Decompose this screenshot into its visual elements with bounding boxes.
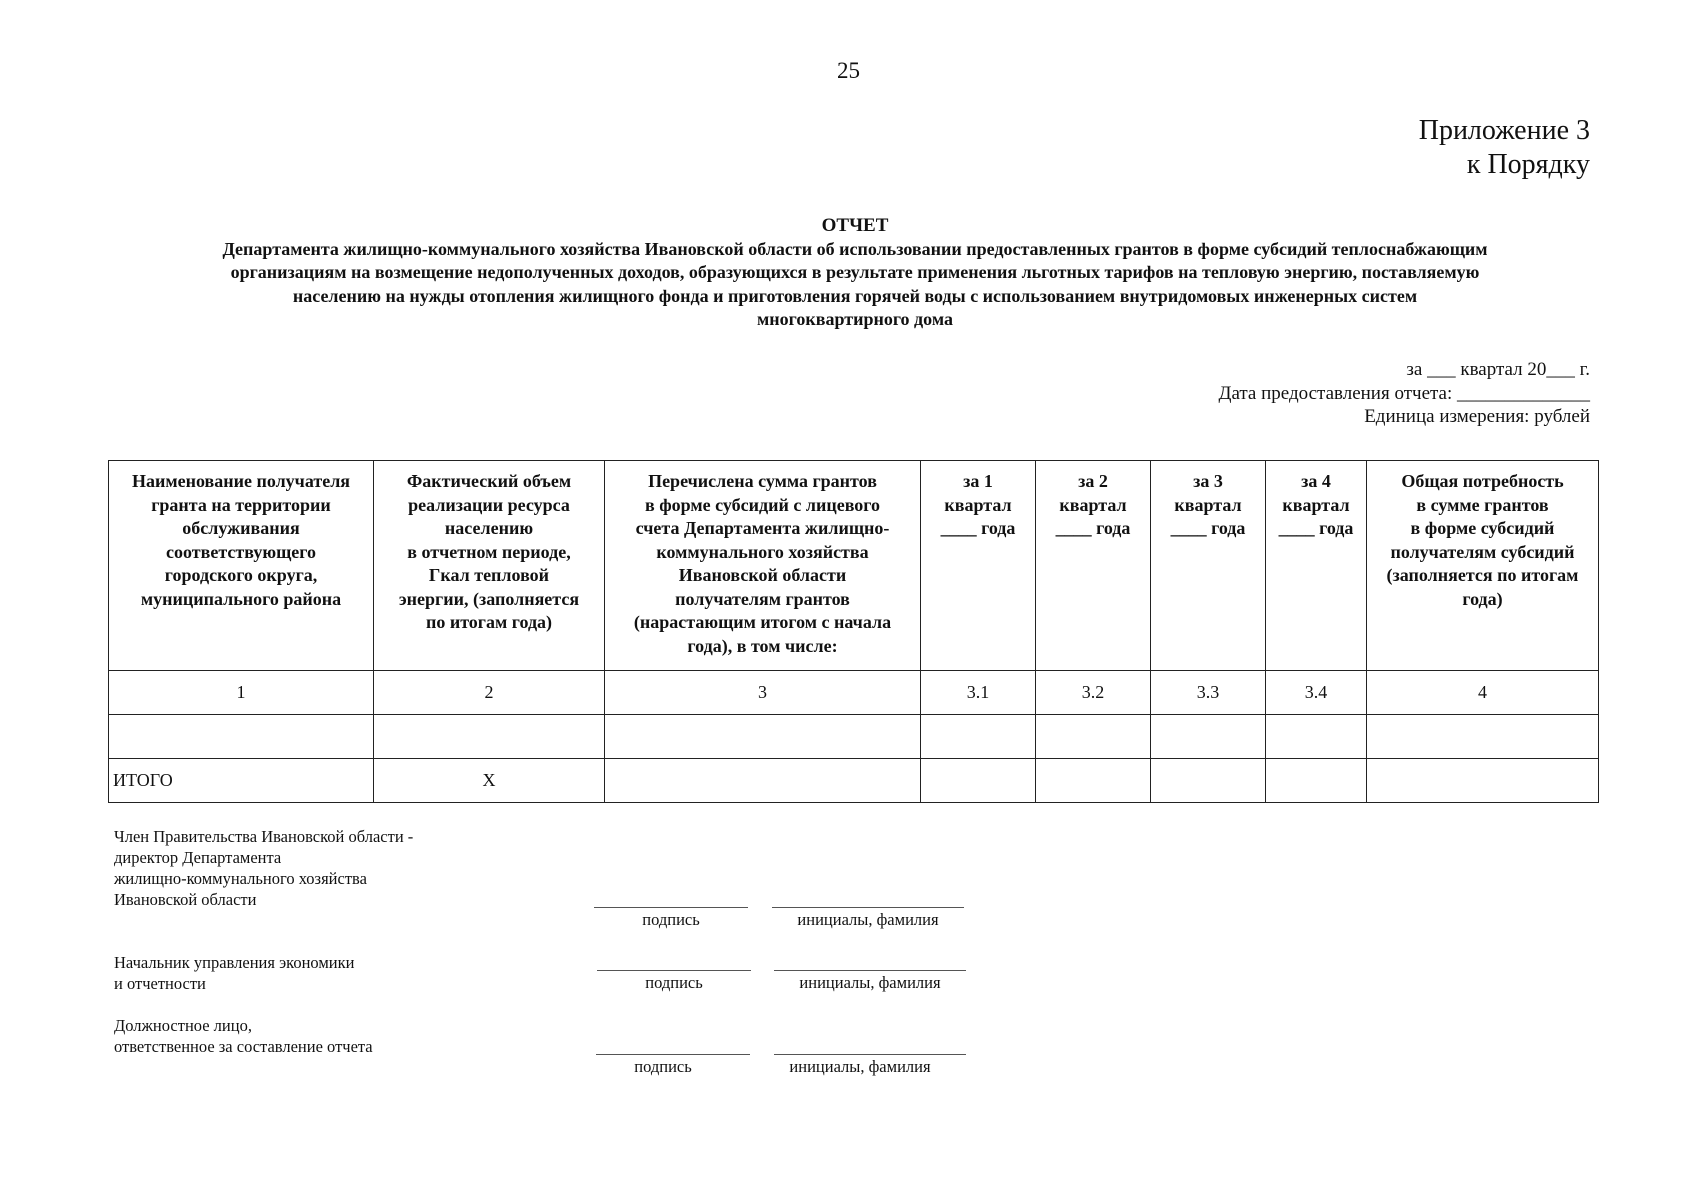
table-cell: 3 xyxy=(605,671,921,715)
table-number-row xyxy=(109,671,1599,715)
table-header-row xyxy=(109,461,1599,671)
table-cell[interactable] xyxy=(921,715,1036,759)
appendix-subtitle: к Порядку xyxy=(1466,149,1590,180)
col-header-q3: за 3 квартал ____ года xyxy=(1151,461,1266,671)
total-label: ИТОГО xyxy=(109,759,374,803)
col-header-total-need: Общая потребность в сумме грантов в форме субсидий получателям субсидий (заполняется по итогам года) xyxy=(1367,461,1599,671)
signatory-2-signature-line[interactable] xyxy=(597,970,751,971)
table-cell[interactable] xyxy=(921,759,1036,803)
report-date: Дата предоставления отчета: ______________ xyxy=(1218,382,1590,404)
signatory-1-name-caption: инициалы, фамилия xyxy=(797,910,939,929)
signatory-1-sign-caption: подпись xyxy=(642,910,700,929)
report-heading: ОТЧЕТ xyxy=(821,215,889,236)
signatory-3-name-line[interactable] xyxy=(774,1054,966,1055)
report-table xyxy=(108,460,1599,803)
table-cell: 3.4 xyxy=(1266,671,1367,715)
table-cell: 2 xyxy=(374,671,605,715)
table-cell[interactable] xyxy=(1036,759,1151,803)
appendix-reference xyxy=(1419,114,1590,182)
report-title-line: многоквартирного дома xyxy=(757,309,953,329)
signatory-3-title: Должностное лицо, ответственное за составление отчета xyxy=(114,1016,373,1056)
report-title-line: населению на нужды отопления жилищного фонда и приготовления горячей воды с использованием внутридомовых инженерных систем xyxy=(292,285,1418,306)
report-title-line: организациям на возмещение недополученных доходов, образующихся в результате применения льготных тарифов на тепловую энергию, поставляемую xyxy=(230,262,1480,282)
table-cell[interactable] xyxy=(1266,759,1367,803)
page-number: 25 xyxy=(837,58,860,83)
col-header-q1: за 1 квартал ____ года xyxy=(921,461,1036,671)
signatory-3-name-caption: инициалы, фамилия xyxy=(789,1057,931,1076)
report-unit: Единица измерения: рублей xyxy=(1364,406,1590,427)
table-cell[interactable] xyxy=(1036,715,1151,759)
signatory-2-name-line[interactable] xyxy=(774,970,966,971)
report-title-line: Департамента жилищно-коммунального хозяйства Ивановской области об использовании предоставленных грантов в форме субсидий теплоснабжающим xyxy=(222,238,1488,259)
table-cell[interactable] xyxy=(605,715,921,759)
table-total-row xyxy=(109,759,1599,803)
table-cell[interactable] xyxy=(1151,715,1266,759)
col-header-q2: за 2 квартал ____ года xyxy=(1036,461,1151,671)
table-cell[interactable] xyxy=(1367,715,1599,759)
table-cell[interactable] xyxy=(605,759,921,803)
signatory-1-title: Член Правительства Ивановской области - директор Департамента жилищно-коммунального хозяйства Ивановской области xyxy=(114,827,414,909)
table-cell[interactable] xyxy=(1367,759,1599,803)
signatory-3-sign-caption: подпись xyxy=(634,1057,692,1076)
table-cell: 3.2 xyxy=(1036,671,1151,715)
col-header-volume: Фактический объем реализации ресурса населению в отчетном периоде, Гкал тепловой энергии, (заполняется по итогам года) xyxy=(374,461,605,671)
table-cell: Х xyxy=(374,759,605,803)
signatory-1-signature-line[interactable] xyxy=(594,907,748,908)
signatory-2-sign-caption: подпись xyxy=(645,973,703,992)
col-header-recipient: Наименование получателя гранта на территории обслуживания соответствующего городского округа, муниципального района xyxy=(109,461,374,671)
table-cell: 4 xyxy=(1367,671,1599,715)
report-title xyxy=(120,214,1590,332)
signatory-1-name-line[interactable] xyxy=(772,907,964,908)
table-cell[interactable] xyxy=(1266,715,1367,759)
appendix-title: Приложение 3 xyxy=(1418,115,1590,146)
col-header-q4: за 4 квартал ____ года xyxy=(1266,461,1367,671)
table-cell[interactable] xyxy=(109,715,374,759)
signatory-3-signature-line[interactable] xyxy=(596,1054,750,1055)
signatory-2-title: Начальник управления экономики и отчетности xyxy=(114,953,355,993)
col-header-transferred: Перечислена сумма грантов в форме субсидий с лицевого счета Департамента жилищно- коммунального хозяйства Ивановской области получателям грантов (нарастающим итогом с начала года), в том числе: xyxy=(605,461,921,671)
table-cell: 1 xyxy=(109,671,374,715)
table-cell[interactable] xyxy=(1151,759,1266,803)
table-cell: 3.3 xyxy=(1151,671,1266,715)
report-meta xyxy=(1218,358,1590,429)
table-cell: 3.1 xyxy=(921,671,1036,715)
table-cell[interactable] xyxy=(374,715,605,759)
report-period: за ___ квартал 20___ г. xyxy=(1406,359,1590,380)
table-row xyxy=(109,715,1599,759)
signatory-2-name-caption: инициалы, фамилия xyxy=(799,973,941,992)
